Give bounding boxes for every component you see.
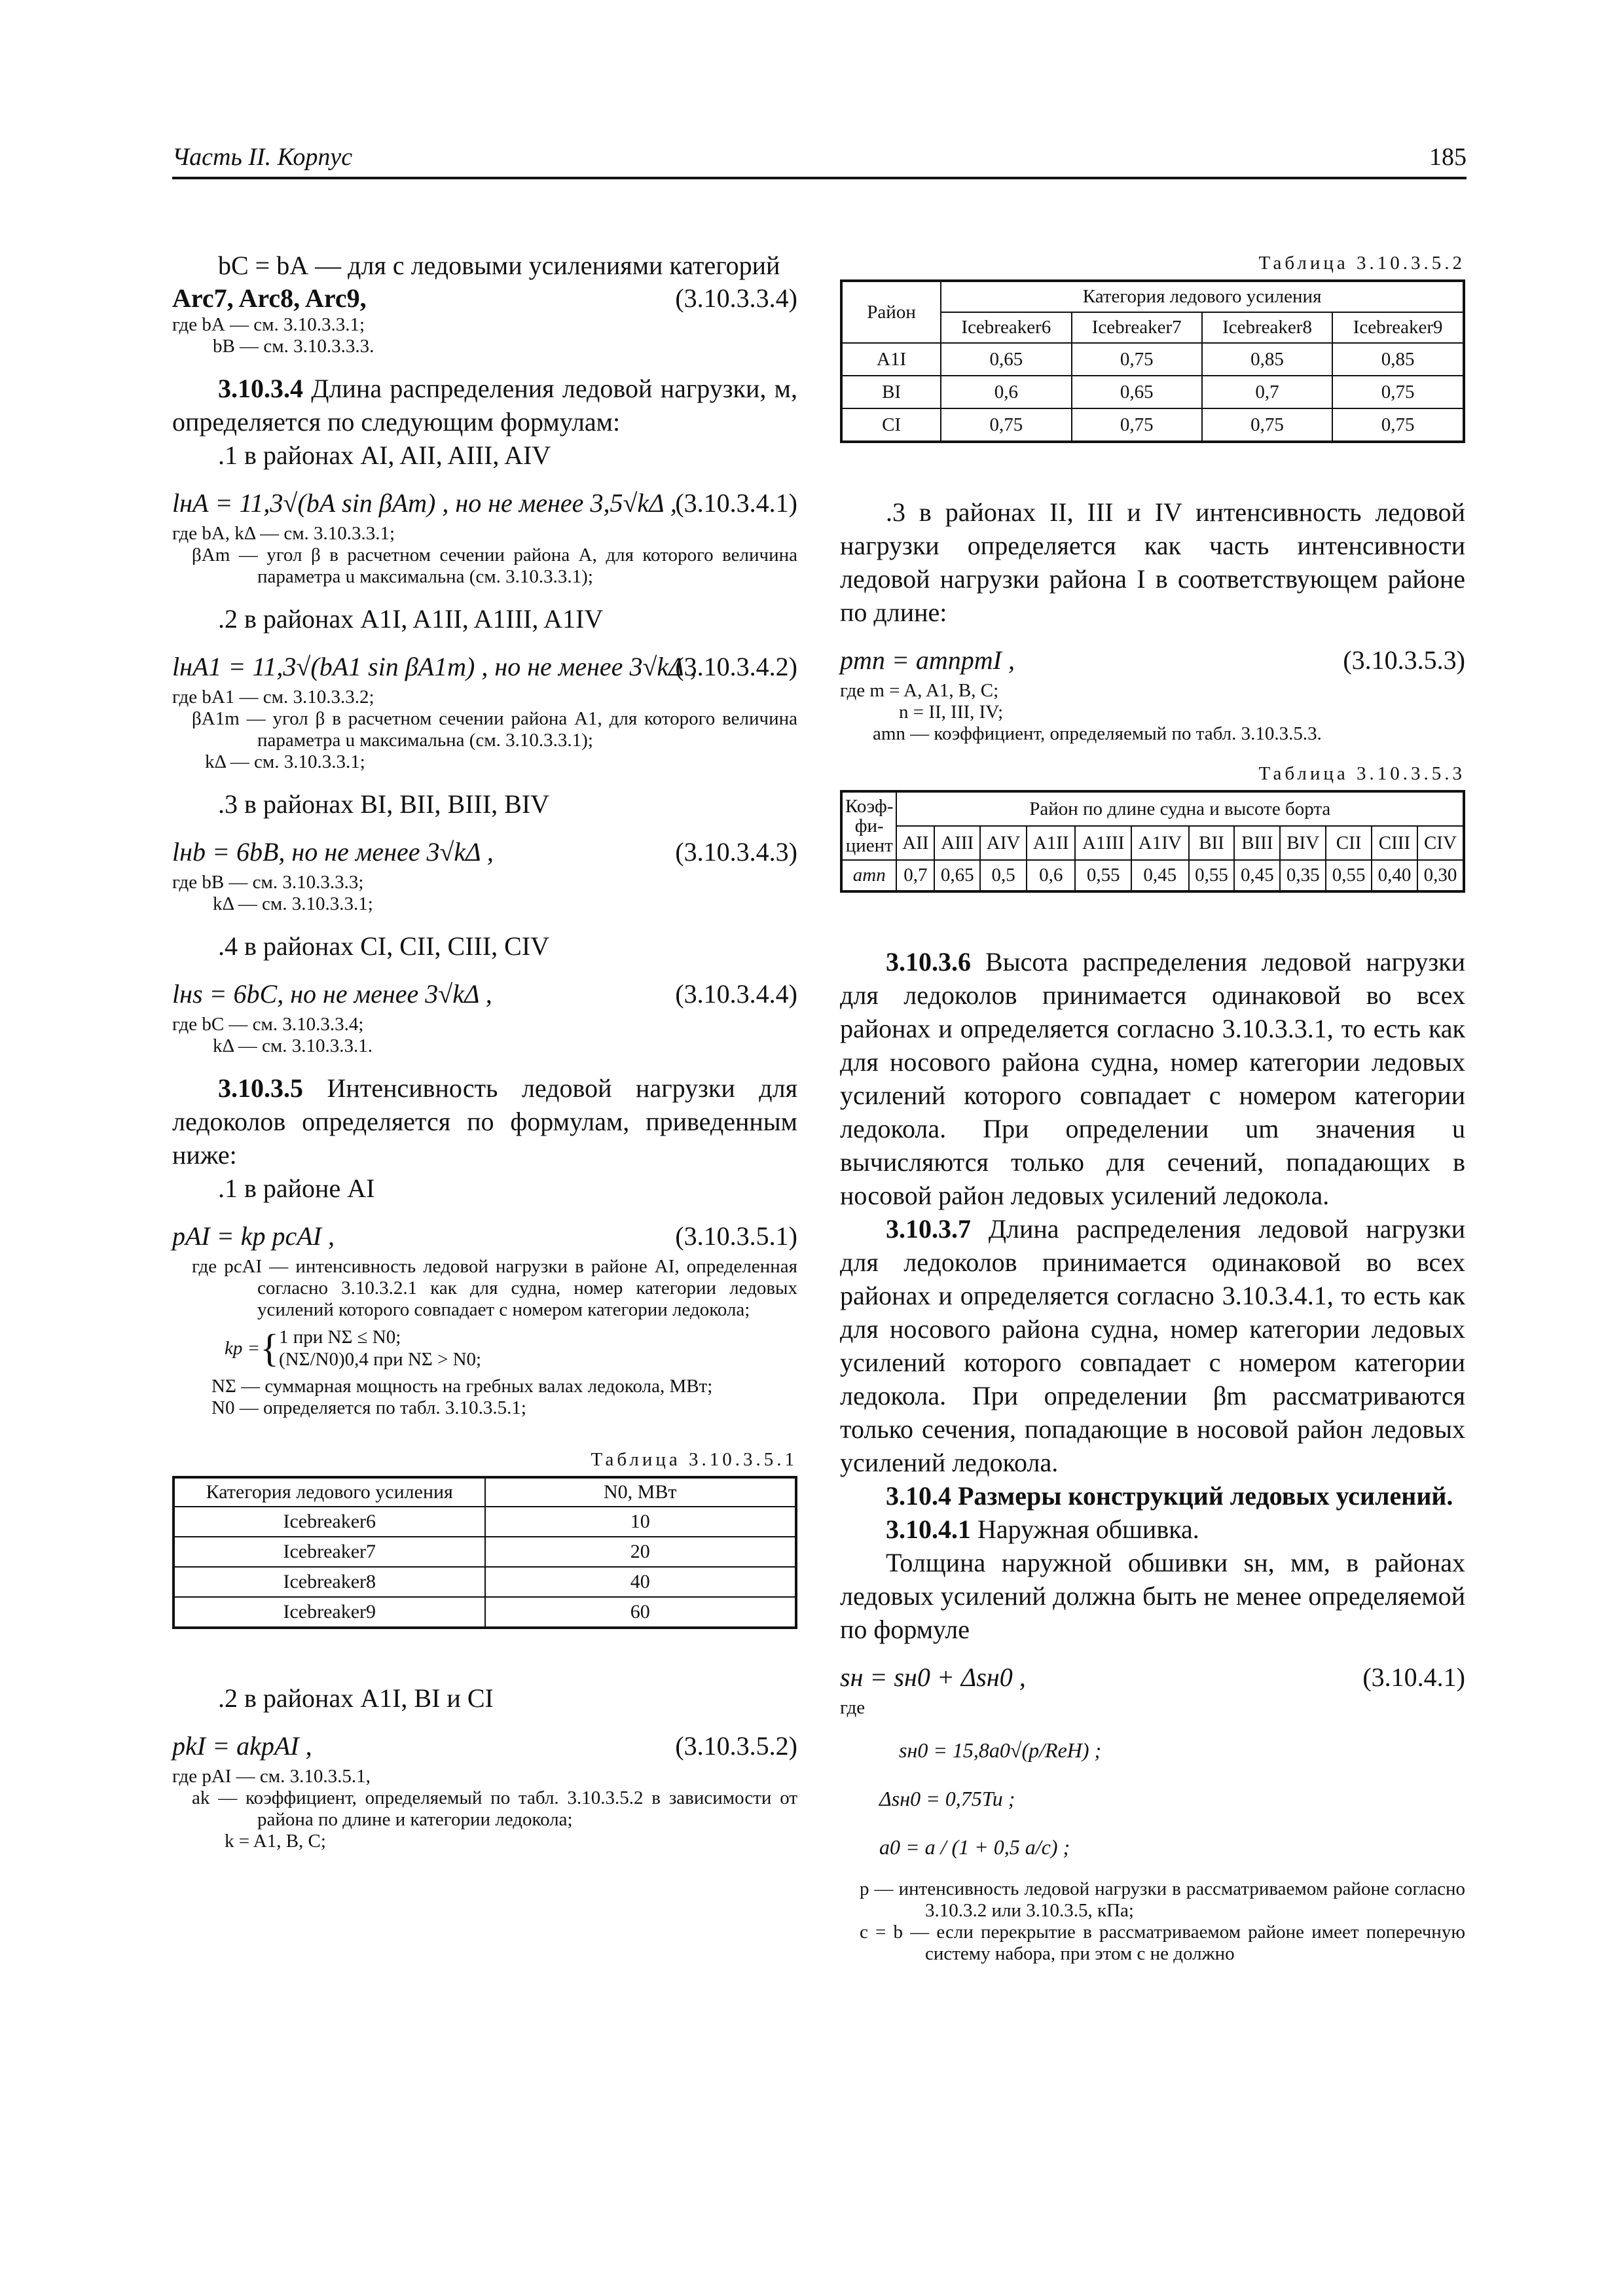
table-cell: 0,75 (1332, 408, 1464, 442)
section-3-10-3-5 (172, 1071, 797, 1172)
table-cell: 0,6 (941, 376, 1071, 408)
section-number: 3.10.3.5 (218, 1073, 303, 1103)
table-cell: Icebreaker6 (173, 1507, 485, 1537)
formula-3-10-3-3-4-line1 (172, 249, 797, 281)
where-line: где bВ — см. 3.10.3.3.3; (172, 872, 364, 893)
table-cell: 0,75 (941, 408, 1071, 442)
where-line: NΣ — суммарная мощность на гребных валах ледокола, МВт; (211, 1376, 713, 1397)
table-3-10-3-5-1 (172, 1476, 797, 1629)
list-item: .2 в районах A1I, A1II, A1III, A1IV (218, 604, 604, 634)
table-cell: Icebreaker8 (173, 1567, 485, 1597)
table-header: Категория ледового усиления (173, 1477, 485, 1507)
table-cell: 60 (485, 1597, 797, 1628)
section-text: Длина распределения ледовой нагрузки для ледоколов принимается одинаковой во всех районах и определяется согласно 3.10.3.4.1, то есть как для носового района судна, номер категории ледовых усилений которого совпадает с номером категории ледокола. При определении βm рассматриваются только сечения, попадающие в носовой район ледовых усилений ледокола. (840, 1214, 1465, 1477)
table-row (173, 1567, 796, 1597)
table-row (173, 1597, 796, 1628)
table-caption: Таблица 3.10.3.5.1 (591, 1449, 797, 1470)
table-header: Коэф- фи- циент (841, 791, 896, 860)
brace-glyph: { (260, 1327, 280, 1370)
table-header: N0, МВт (485, 1477, 797, 1507)
formula-text: pkI = akpAI , (172, 1731, 312, 1761)
table-cell: 0,75 (1202, 408, 1332, 442)
table-header: Icebreaker6 (941, 312, 1071, 343)
table-cell: 20 (485, 1537, 797, 1567)
table-cell: CI (841, 408, 941, 442)
formula-3-10-3-4-1 (172, 486, 797, 523)
equation-number: (3.10.3.4.1) (675, 488, 797, 518)
right-column (840, 249, 1465, 1965)
formula-3-10-4-1 (840, 1660, 1465, 1697)
where-line: amn — коэффициент, определяемый по табл. 3.10.3.5.3. (873, 723, 1322, 744)
kp-label: kp = (225, 1338, 261, 1359)
table-row (173, 1507, 796, 1537)
table-row (841, 343, 1464, 376)
table-header: AII (896, 826, 934, 860)
where-line: kΔ — см. 3.10.3.3.1; (205, 751, 365, 772)
section-text: Интенсивность ледовой нагрузки для ледоколов определяется по формулам, приведенным ниже: (172, 1073, 797, 1170)
table-header-row (841, 826, 1464, 860)
section-number: 3.10.3.6 (886, 947, 971, 977)
where-line: где bС — см. 3.10.3.3.4; (172, 1014, 364, 1035)
left-column (172, 249, 797, 1852)
table-3-10-3-5-2 (840, 279, 1465, 443)
table-cell: amn (841, 860, 896, 891)
formula-text: bС = bА — для с ледовыми усилениями категорий (218, 251, 780, 280)
page-number: 185 (1429, 143, 1467, 171)
where-line: bВ — см. 3.10.3.3.3. (213, 336, 374, 357)
table-cell: 0,55 (1326, 860, 1372, 891)
where-line: βА1m — угол β в расчетном сечении района А1, для которого величина параметра u максимальна (см. 3.10.3.3.1); (192, 708, 797, 751)
table-header: CIII (1372, 826, 1417, 860)
table-cell: 0,7 (896, 860, 934, 891)
list-item: .4 в районах CI, CII, CIII, CIV (218, 931, 550, 961)
equation-number: (3.10.3.4.2) (675, 652, 797, 681)
table-cell: 0,85 (1332, 343, 1464, 376)
where-line: p — интенсивность ледовой нагрузки в рассматриваемом районе согласно 3.10.3.2 или 3.10.3.5, кПа; (860, 1878, 1465, 1921)
formula-a0: a0 = a / (1 + 0,5 a/c) ; (879, 1835, 1070, 1859)
table-cell: BI (841, 376, 941, 408)
section-3-10-3-4 (172, 372, 797, 439)
section-number: 3.10.3.4 (218, 374, 303, 403)
list-item: .2 в районах A1I, BI и CI (218, 1683, 494, 1713)
equation-number: (3.10.3.4.4) (675, 979, 797, 1009)
section-text: Наружная обшивка. (977, 1515, 1199, 1544)
formula-sn0: sн0 = 15,8a0√(p/ReH) ; (899, 1738, 1102, 1762)
where-line: где (840, 1697, 866, 1718)
where-line: n = II, III, IV; (899, 702, 1004, 723)
kp-definition (172, 1326, 797, 1371)
list-item: .1 в районах AI, AII, AIII, AIV (218, 440, 551, 470)
table-cell: 0,55 (1075, 860, 1131, 891)
section-number: 3.10.4.1 (886, 1515, 971, 1544)
list-item: .3 в районах BI, BII, BIII, BIV (218, 789, 550, 819)
table-header: Категория ледового усиления (941, 281, 1464, 312)
table-header: CII (1326, 826, 1372, 860)
table-header: AIII (934, 826, 980, 860)
where-line: k = A1, B, C; (225, 1831, 326, 1852)
table-cell: 0,85 (1202, 343, 1332, 376)
where-line: c = b — если перекрытие в рассматриваемом районе имеет поперечную систему набора, при этом c не должно (860, 1922, 1465, 1964)
section-number: 3.10.3.7 (886, 1214, 971, 1244)
table-header: Район по длине судна и высоте борта (896, 791, 1464, 826)
table-cell: 0,45 (1131, 860, 1188, 891)
table-cell: Icebreaker7 (173, 1537, 485, 1567)
table-header: CIV (1417, 826, 1464, 860)
table-cell: 0,75 (1072, 408, 1202, 442)
formula-text: lнА = 11,3√(bА sin βАm) , но не менее 3,5√kΔ , (172, 488, 677, 518)
table-header: A1III (1075, 826, 1131, 860)
kp-cases (279, 1326, 481, 1371)
table-header: BIII (1234, 826, 1280, 860)
table-3-10-3-5-3 (840, 790, 1465, 893)
table-row (841, 860, 1464, 891)
where-line: βАm — угол β в расчетном сечении района А, для которого величина параметра u максимальна (см. 3.10.3.3.1); (192, 545, 797, 587)
formula-text: pmn = amnpmI , (840, 645, 1015, 675)
table-header: Район (841, 281, 941, 343)
formula-text: pAI = kp pсAI , (172, 1221, 335, 1251)
table-cell: 0,65 (1072, 376, 1202, 408)
where-line: где m = A, A1, B, C; (840, 680, 999, 701)
equation-number: (3.10.3.5.1) (675, 1221, 797, 1251)
where-line: ak — коэффициент, определяемый по табл. 3.10.3.5.2 в зависимости от района по длине и категории ледокола; (192, 1787, 797, 1830)
table-header: AIV (980, 826, 1027, 860)
table-header: Icebreaker8 (1202, 312, 1332, 343)
table-header: BII (1189, 826, 1235, 860)
where-line: где bА — см. 3.10.3.3.1; (172, 314, 365, 335)
where-line: kΔ — см. 3.10.3.3.1. (213, 1035, 373, 1056)
equation-number: (3.10.3.5.2) (675, 1731, 797, 1761)
where-line: где pAI — см. 3.10.3.5.1, (172, 1766, 371, 1787)
formula-text: lнb = 6bВ, но не менее 3√kΔ , (172, 837, 494, 867)
table-row (841, 376, 1464, 408)
where-line: где bА, kΔ — см. 3.10.3.3.1; (172, 523, 395, 544)
section-3-10-3-7 (840, 1212, 1465, 1479)
section-3-10-3-6 (840, 945, 1465, 1212)
kp-case: 1 при NΣ ≤ N0; (279, 1327, 401, 1348)
section-3-10-4: 3.10.4 Размеры конструкций ледовых усилений. (886, 1481, 1453, 1511)
table-cell: 0,5 (980, 860, 1027, 891)
table-cell: 0,45 (1234, 860, 1280, 891)
equation-number: (3.10.3.3.4) (675, 283, 797, 313)
table-header: A1II (1027, 826, 1075, 860)
formula-3-10-3-4-3 (172, 835, 797, 872)
table-cell: 0,75 (1332, 376, 1464, 408)
table-caption: Таблица 3.10.3.5.2 (1258, 253, 1465, 274)
where-line: где pсAI — интенсивность ледовой нагрузки в районе AI, определенная согласно 3.10.3.2.1 как для судна, номер категории ледовых усилений которого совпадает с номером категории ледокола; (192, 1256, 797, 1320)
table-cell: 0,65 (934, 860, 980, 891)
formula-3-10-3-4-2 (172, 650, 797, 687)
table-cell: 0,55 (1189, 860, 1235, 891)
equation-number: (3.10.3.5.3) (1343, 645, 1465, 675)
table-cell: 0,65 (941, 343, 1071, 376)
list-item-3: .3 в районах II, III и IV интенсивность ледовой нагрузки определяется как часть интенсивности ледовой нагрузки района I в соответствующем районе по длине: (840, 497, 1465, 627)
table-cell: 0,75 (1072, 343, 1202, 376)
paragraph: Толщина наружной обшивки sн, мм, в районах ледовых усилений должна быть не менее определяемой по формуле (840, 1548, 1465, 1644)
table-cell: 10 (485, 1507, 797, 1537)
table-header: Icebreaker7 (1072, 312, 1202, 343)
running-title: Часть II. Корпус (172, 143, 353, 171)
kp-case: (NΣ/N0)0,4 при NΣ > N0; (279, 1349, 482, 1370)
formula-3-10-3-5-1 (172, 1219, 797, 1256)
table-cell: 0,30 (1417, 860, 1464, 891)
formula-3-10-3-5-3 (840, 643, 1465, 680)
table-cell: A1I (841, 343, 941, 376)
equation-number: (3.10.3.4.3) (675, 837, 797, 867)
table-header: Icebreaker9 (1332, 312, 1464, 343)
table-cell: 40 (485, 1567, 797, 1597)
formula-text: Arc7, Arc8, Arc9, (172, 283, 367, 313)
where-line: kΔ — см. 3.10.3.3.1; (213, 893, 373, 914)
table-cell: 0,40 (1372, 860, 1417, 891)
section-text: Длина распределения ледовой нагрузки, м, определяется по следующим формулам: (172, 374, 797, 437)
table-cell: Icebreaker9 (173, 1597, 485, 1628)
formula-dsn0: Δsн0 = 0,75Tu ; (879, 1787, 1015, 1810)
table-cell: 0,35 (1280, 860, 1326, 891)
formula-text: lнs = 6bС, но не менее 3√kΔ , (172, 979, 492, 1009)
table-caption: Таблица 3.10.3.5.3 (1258, 763, 1465, 784)
table-cell: 0,6 (1027, 860, 1075, 891)
equation-number: (3.10.4.1) (1362, 1662, 1465, 1692)
table-cell: 0,7 (1202, 376, 1332, 408)
formula-text: lнА1 = 11,3√(bА1 sin βА1m) , но не менее 3√kΔ , (172, 652, 697, 681)
table-header: BIV (1280, 826, 1326, 860)
table-row (173, 1537, 796, 1567)
where-line: где bА1 — см. 3.10.3.3.2; (172, 687, 374, 708)
formula-3-10-3-4-4 (172, 977, 797, 1014)
table-header: A1IV (1131, 826, 1188, 860)
formula-3-10-3-3-4-line2 (172, 281, 797, 314)
page-header (172, 143, 1467, 179)
table-row (841, 408, 1464, 442)
where-line: N0 — определяется по табл. 3.10.3.5.1; (211, 1397, 526, 1418)
list-item: .1 в районе AI (218, 1174, 375, 1203)
formula-3-10-3-5-2 (172, 1729, 797, 1766)
section-3-10-4-1 (840, 1513, 1465, 1546)
formula-text: sн = sн0 + Δsн0 , (840, 1662, 1026, 1692)
section-text: Высота распределения ледовой нагрузки для ледоколов принимается одинаковой во всех районах и определяется согласно 3.10.3.3.1, то есть как для носового района судна, номер категории ледовых усилений которого совпадает с номером категории ледокола. При определении um значения u вычисляются только для сечений, попадающих в носовой район ледовых усилений ледокола. (840, 947, 1466, 1210)
